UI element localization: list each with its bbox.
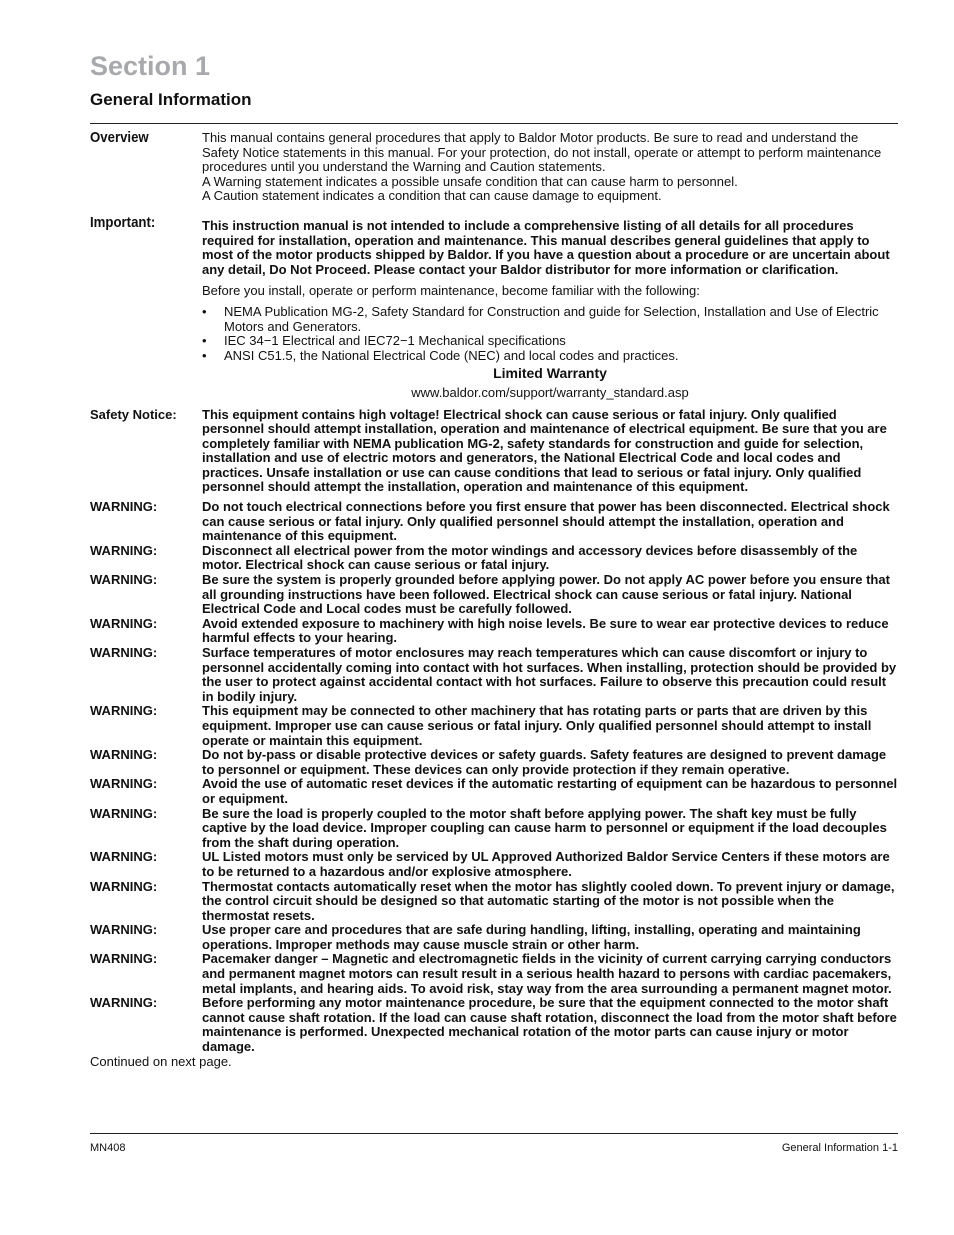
- notice-row: [90, 996, 898, 1054]
- notice-text: UL Listed motors must only be serviced by UL Approved Authorized Baldor Service Centers if these motors are to be returned to a hazardous and/or explosive atmosphere.: [202, 849, 890, 879]
- notice-label: WARNING:: [90, 922, 158, 938]
- notice-label: WARNING:: [90, 805, 158, 821]
- notice-text: Use proper care and procedures that are safe during handling, lifting, installing, operating and maintaining operations. Improper methods may cause muscle strain or other harm.: [202, 922, 861, 952]
- notice-text: This equipment contains high voltage! Electrical shock can cause serious or fatal injury. Only qualified personnel should attempt installation, operation and maintenance of electrical equipment. Be sure that you are completely familiar with NEMA publication MG-2, safety standards for construction and guide for selection, installation and use of electric motors and generators, the National Electrical Code and local codes and practices. Unsafe installation or use can cause conditions that lead to serious or fatal injury. Only qualified personnel should attempt the installation, operation and maintenance of this equipment.: [202, 406, 887, 495]
- overview-warning-def: A Warning statement indicates a possible unsafe condition that can cause harm to personnel.: [202, 173, 738, 189]
- notice-label: Safety Notice:: [90, 406, 177, 422]
- footer-doc-number: MN408: [90, 1142, 126, 1154]
- notice-label: WARNING:: [90, 645, 158, 660]
- notice-row: [90, 704, 898, 748]
- section-subtitle: General Information: [90, 90, 252, 109]
- notice-label: WARNING:: [90, 951, 158, 967]
- list-item: • IEC 34−1 Electrical and IEC72−1 Mechanical specifications: [202, 334, 898, 349]
- important-block: [90, 213, 898, 401]
- notice-label: WARNING:: [90, 499, 158, 515]
- notice-text: Be sure the system is properly grounded before applying power. Do not apply AC power before you ensure that all grounding instructions have been followed. Electrical shock can cause serious or fatal injury. National Electrical Code and Local codes must be carefully followed.: [202, 572, 890, 617]
- notice-label: WARNING:: [90, 776, 158, 792]
- notice-text: Surface temperatures of motor enclosures may reach temperatures which can cause discomfort or injury to personnel accidentally coming into contact with hot surfaces. When installing, protection should be provided by the user to protect against accidental contact with hot surfaces. Failure to observe this precaution could result in bodily injury.: [202, 645, 897, 704]
- notice-text: Do not by-pass or disable protective devices or safety guards. Safety features are designed to prevent damage to personnel or equipment. These devices can only provide protection if they remain operative.: [202, 747, 887, 777]
- notice-text: Disconnect all electrical power from the motor windings and accessory devices before disassembly of the motor. Electrical shock can cause serious or fatal injury.: [202, 542, 858, 573]
- section-title: Section 1: [90, 51, 211, 81]
- notice-label: WARNING:: [90, 878, 158, 894]
- notice-text: Be sure the load is properly coupled to the motor shaft before applying power. The shaft key must be fully captive by the load device. Improper coupling can cause harm to personnel or equipment if the load decouples from the shaft during operation.: [202, 805, 887, 850]
- warranty-url: www.baldor.com/support/warranty_standard.asp: [411, 384, 689, 400]
- notice-text: Pacemaker danger – Magnetic and electromagnetic fields in the vicinity of current carrying carrying conductors and permanent magnet motors can result result in a serious health hazard to persons with cardiac pacemakers, metal implants, and hearing aids. To avoid risk, stay way from the area surrounding a permanent magnet motor.: [202, 951, 892, 996]
- top-rule: [90, 123, 898, 124]
- notice-label: WARNING:: [90, 849, 158, 865]
- overview-para: This manual contains general procedures that apply to Baldor Motor products. Be sure to read and understand the Safety Notice statements in this manual. For your protection, do not install, operate or attempt to perform maintenance procedures until you understand the Warning and Caution statements.: [202, 130, 882, 175]
- overview-label: Overview: [90, 129, 149, 146]
- notice-row: [90, 544, 898, 573]
- important-label: Important:: [90, 213, 156, 231]
- bottom-rule: [90, 1133, 898, 1134]
- notice-row: [90, 573, 898, 617]
- standards-list: [202, 305, 898, 363]
- important-text: This instruction manual is not intended to include a comprehensive listing of all details for all procedures required for installation, operation and maintenance. This manual describes general guidelines that apply to most of the motor products shipped by Baldor. If you have a question about a procedure or are uncertain about any detail, Do Not Proceed. Please contact your Baldor distributor for more information or clarification.: [202, 217, 890, 277]
- notice-label: WARNING:: [90, 995, 158, 1011]
- notice-row: [90, 923, 898, 952]
- overview-caution-def: A Caution statement indicates a condition that can cause damage to equipment.: [202, 188, 662, 204]
- warranty-title: Limited Warranty: [493, 365, 607, 382]
- continued-note: Continued on next page.: [90, 1053, 232, 1069]
- list-item: • ANSI C51.5, the National Electrical Code (NEC) and local codes and practices.: [202, 349, 898, 364]
- notice-label: WARNING:: [90, 542, 158, 558]
- notice-row: [90, 617, 898, 646]
- footer-page-number: General Information 1-1: [781, 1142, 898, 1154]
- notice-label: WARNING:: [90, 615, 158, 631]
- list-item: • NEMA Publication MG-2, Safety Standard for Construction and guide for Selection, Installation and Use of Electric Motors and Generators.: [202, 305, 898, 334]
- notice-row: [90, 500, 898, 544]
- notice-text: Avoid the use of automatic reset devices if the automatic restarting of equipment can be hazardous to personnel or equipment.: [202, 776, 898, 806]
- notice-row: [90, 646, 898, 704]
- notice-text: Before performing any motor maintenance procedure, be sure that the equipment connected to the motor shaft cannot cause shaft rotation. If the load can cause shaft rotation, disconnect the load from the motor shaft before maintenance is performed. Unexpected mechanical rotation of the motor parts can cause injury or motor damage.: [202, 995, 897, 1055]
- notices-list: [90, 408, 898, 1055]
- notice-text: Avoid extended exposure to machinery with high noise levels. Be sure to wear ear protective devices to reduce harmful effects to your hearing.: [202, 615, 889, 646]
- notice-row: [90, 952, 898, 996]
- notice-label: WARNING:: [90, 703, 158, 719]
- notice-text: Do not touch electrical connections before you first ensure that power has been disconnected. Electrical shock can cause serious or fatal injury. Only qualified personnel should attempt the installation, operation and maintenance of this equipment.: [202, 499, 890, 544]
- notice-row: [90, 807, 898, 851]
- notice-label: WARNING:: [90, 747, 158, 763]
- notice-row: [90, 777, 898, 806]
- overview-block: [90, 131, 898, 204]
- notice-label: WARNING:: [90, 572, 158, 588]
- notice-row: [90, 748, 898, 777]
- notice-text: Thermostat contacts automatically reset when the motor has slightly cooled down. To prevent injury or damage, the control circuit should be designed so that automatic starting of the motor is not possible when the thermostat resets.: [202, 878, 895, 923]
- document-body: [90, 131, 898, 1069]
- notice-row: [90, 850, 898, 879]
- notice-row: [90, 880, 898, 924]
- notice-text: This equipment may be connected to other machinery that has rotating parts or parts that are driven by this equipment. Improper use can cause serious or fatal injury. Only qualified personnel should attempt to install operate or maintain this equipment.: [202, 703, 872, 748]
- important-intro: Before you install, operate or perform maintenance, become familiar with the following:: [202, 283, 700, 299]
- notice-row: [90, 408, 898, 496]
